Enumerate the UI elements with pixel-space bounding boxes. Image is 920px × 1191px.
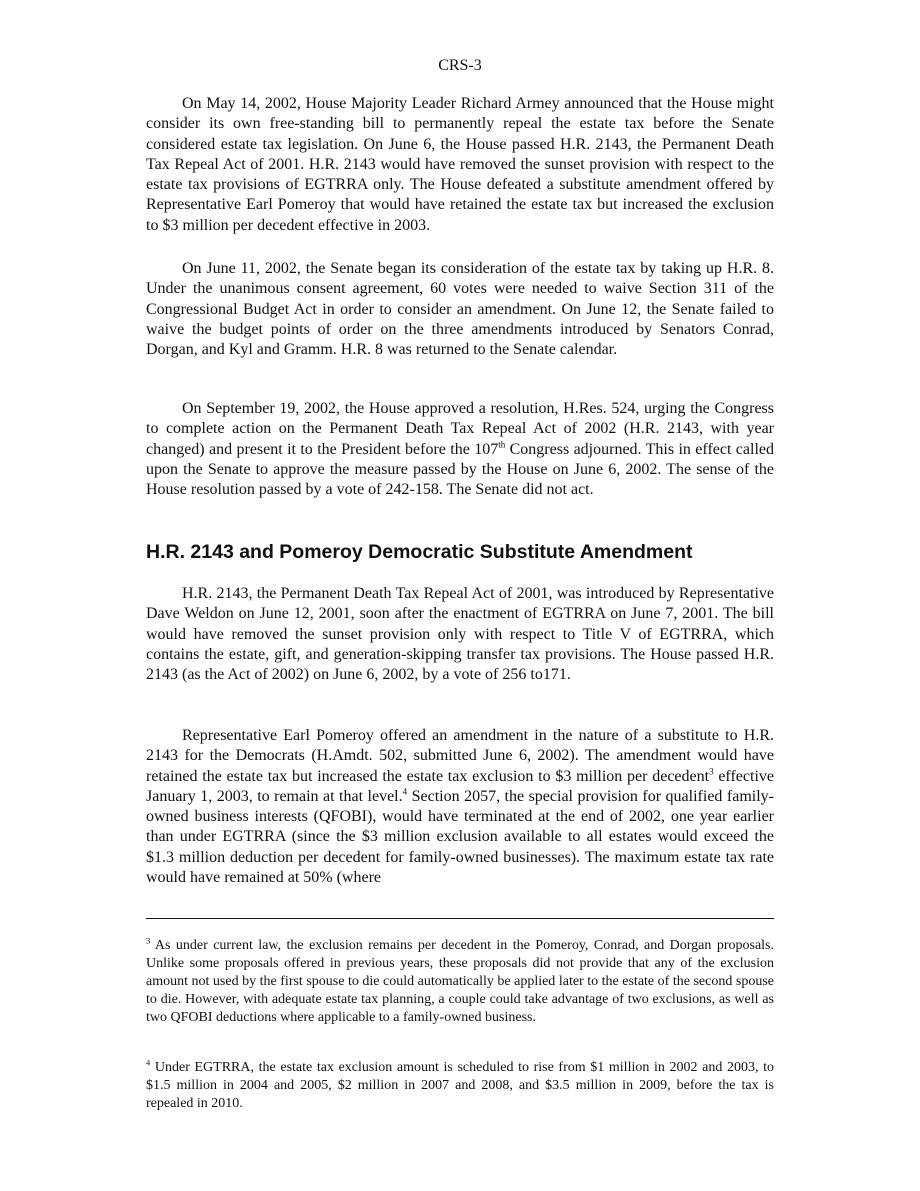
paragraph-text: H.R. 2143, the Permanent Death Tax Repeal Act of 2001, was introduced by Representative Dave Weldon on June 12, 2001, soon after the enactment of EGTRRA on June 7, 2001. The bill would have removed the sunset provision only with respect to Title V of EGTRRA, which contains the estate, gift, and generation-skipping transfer tax provisions. The House passed H.R. 2143 (as the Act of 2002) on June 6, 2002, by a vote of 256 to171. bbox=[146, 585, 774, 684]
paragraph-text: effective January 1, 2003, to remain at that level. bbox=[146, 767, 774, 805]
body-paragraph-2 bbox=[146, 259, 774, 360]
footnote-text: As under current law, the exclusion remains per decedent in the Pomeroy, Conrad, and Dorgan proposals. Unlike some proposals offered in previous years, these proposals did not provide that any of the exclusion amount not used by the first spouse to die could automatically be applied later to the estate of the second spouse to die. However, with adequate estate tax planning, a couple could take advantage of two exclusions, as well as two QFOBI deductions where applicable to a family-owned business. bbox=[146, 938, 774, 1025]
footnote-marker: 3 bbox=[146, 935, 151, 946]
paragraph-text: Section 2057, the special provision for qualified family-owned business interests (QFOBI), would have terminated at the end of 2002, one year earlier than under EGTRRA (since the $3 million exclusion available to all estates would exceed the $1.3 million deduction per decedent for family-owned businesses). The maximum estate tax rate would have remained at 50% (where bbox=[146, 787, 774, 887]
body-paragraph-3 bbox=[146, 399, 774, 500]
section-heading: H.R. 2143 and Pomeroy Democratic Substitute Amendment bbox=[146, 541, 693, 563]
paragraph-text: On September 19, 2002, the House approved a resolution, H.Res. 524, urging the Congress to complete action on the Permanent Death Tax Repeal Act of 2002 (H.R. 2143, with year changed) and present it to the President before the 107 bbox=[146, 400, 774, 458]
section-heading-block bbox=[146, 540, 774, 564]
paragraph-text: Congress adjourned. This in effect called upon the Senate to approve the measure passed by the House on June 6, 2002. The sense of the House resolution passed by a vote of 242-158. The Senate did not act. bbox=[146, 440, 774, 499]
ordinal-superscript: th bbox=[498, 439, 506, 450]
footnote-3 bbox=[146, 937, 774, 1027]
footnote-ref-3[interactable]: 3 bbox=[709, 766, 714, 777]
body-paragraph-4 bbox=[146, 584, 774, 685]
paragraph-text: On June 11, 2002, the Senate began its consideration of the estate tax by taking up H.R. 8. Under the unanimous consent agreement, 60 votes were needed to waive Section 311 of the Congressional Budget Act in order to consider an amendment. On June 12, the Senate failed to waive the budget points of order on the three amendments introduced by Senators Conrad, Dorgan, and Kyl and Gramm. H.R. 8 was returned to the Senate calendar. bbox=[146, 260, 774, 359]
footnote-divider bbox=[146, 918, 774, 919]
paragraph-text: On May 14, 2002, House Majority Leader Richard Armey announced that the House might consider its own free-standing bill to permanently repeal the estate tax before the Senate considered estate tax legislation. On June 6, the House passed H.R. 2143, the Permanent Death Tax Repeal Act of 2001. H.R. 2143 would have removed the sunset provision with respect to the estate tax provisions of EGTRRA only. The House defeated a substitute amendment offered by Representative Earl Pomeroy that would have retained the estate tax but increased the exclusion to $3 million per decedent effective in 2003. bbox=[146, 95, 774, 234]
footnote-4 bbox=[146, 1059, 774, 1113]
body-paragraph-1 bbox=[146, 94, 774, 236]
page-number-header: CRS-3 bbox=[438, 57, 482, 74]
paragraph-text: Representative Earl Pomeroy offered an amendment in the nature of a substitute to H.R. 2143 for the Democrats (H.Amdt. 502, submitted June 6, 2002). The amendment would have retained the estate tax but increased the estate tax exclusion to $3 million per decedent bbox=[146, 727, 774, 785]
footnote-text: Under EGTRRA, the estate tax exclusion amount is scheduled to rise from $1 million in 2002 and 2003, to $1.5 million in 2004 and 2005, $2 million in 2007 and 2008, and $3.5 million in 2009, before the tax is repealed in 2010. bbox=[146, 1060, 774, 1111]
body-paragraph-5 bbox=[146, 726, 774, 888]
footnote-marker: 4 bbox=[146, 1057, 151, 1068]
footnote-ref-4[interactable]: 4 bbox=[402, 786, 408, 797]
